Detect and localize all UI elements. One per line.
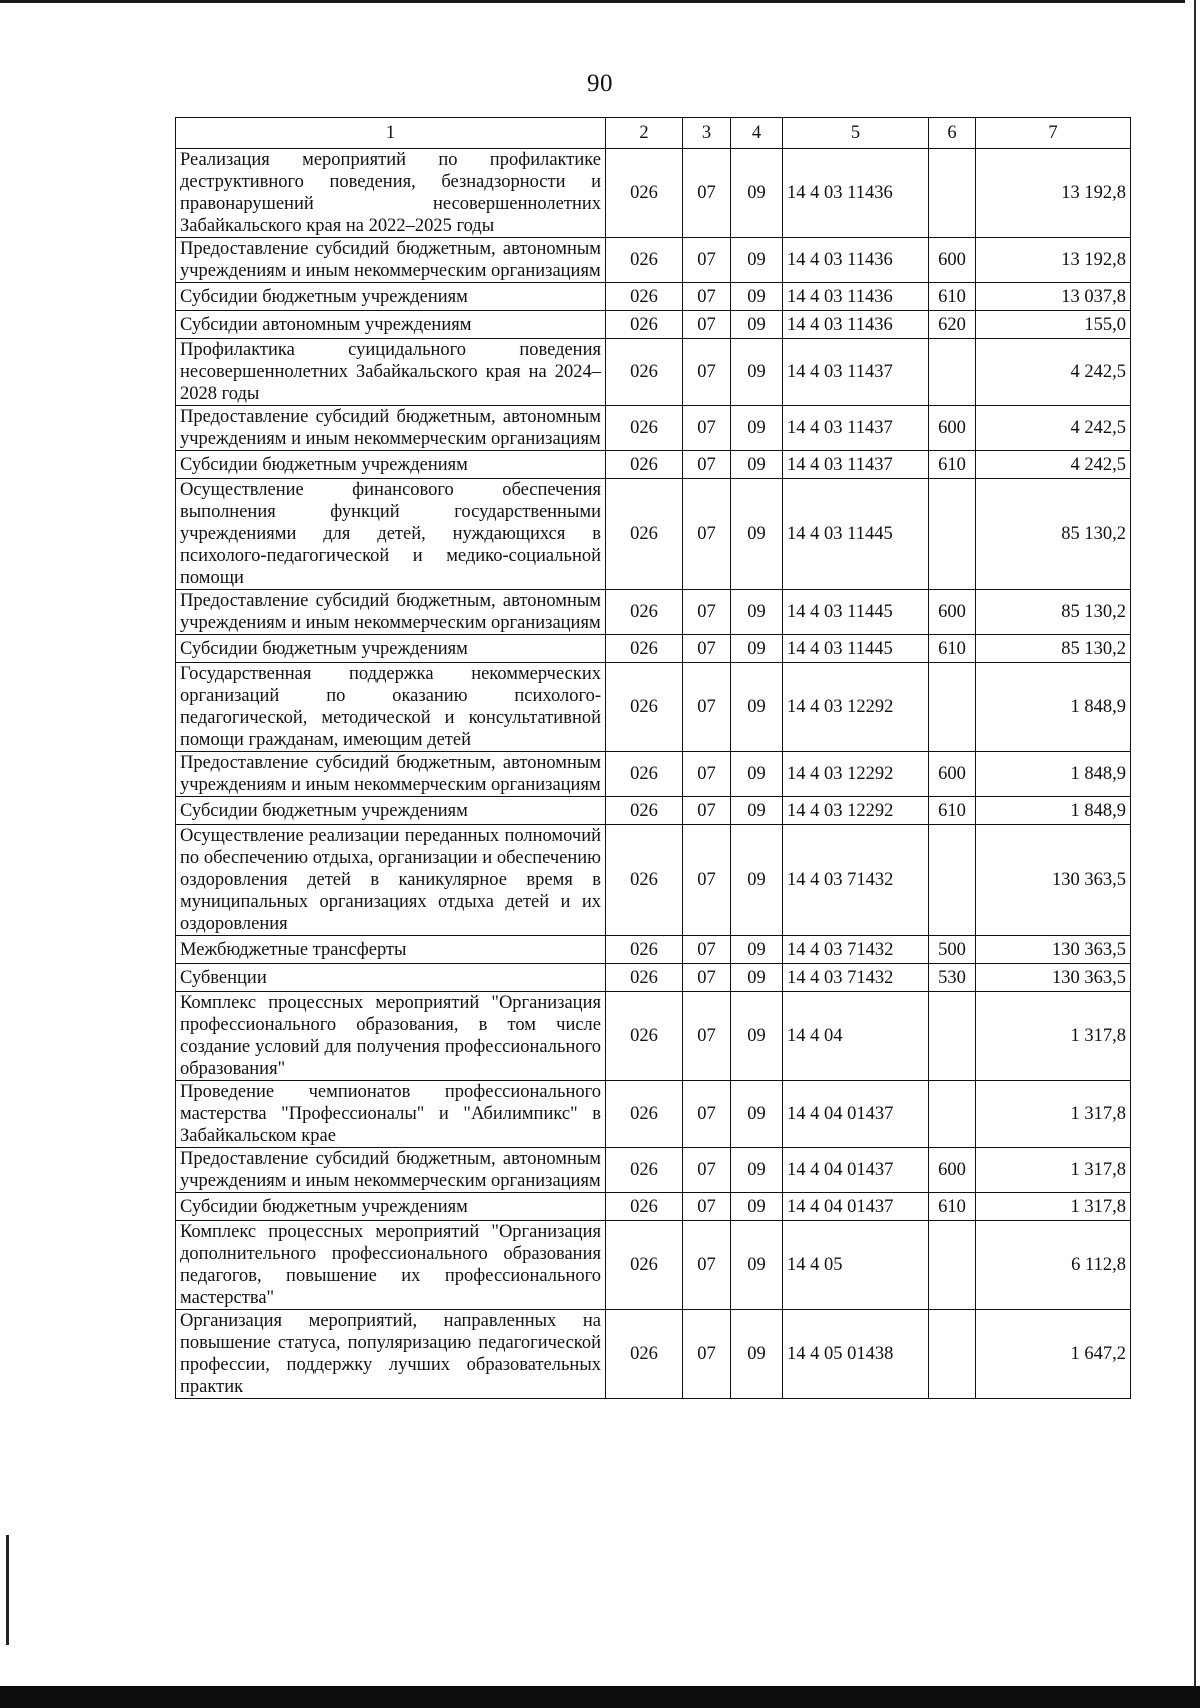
table-row <box>176 752 1131 797</box>
target-article-cell: 14 4 03 11436 <box>783 238 929 283</box>
scan-right-edge <box>1194 0 1196 1708</box>
ministry-code-cell: 026 <box>606 451 683 479</box>
target-article-cell: 14 4 03 71432 <box>783 964 929 992</box>
target-article-cell: 14 4 03 12292 <box>783 752 929 797</box>
table-header-row <box>176 118 1131 149</box>
table-row <box>176 283 1131 311</box>
section-code-cell: 07 <box>683 479 731 590</box>
ministry-code-cell: 026 <box>606 1310 683 1399</box>
row-name-cell: Государственная поддержка некоммерческих организаций по оказанию психолого-педагогической, методической и консультативной помощи гражданам, имеющим детей <box>176 663 606 752</box>
ministry-code-cell: 026 <box>606 797 683 825</box>
amount-cell: 13 037,8 <box>976 283 1131 311</box>
amount-cell: 6 112,8 <box>976 1221 1131 1310</box>
amount-cell: 4 242,5 <box>976 451 1131 479</box>
table-row <box>176 964 1131 992</box>
amount-cell: 13 192,8 <box>976 149 1131 238</box>
expense-type-cell <box>929 1081 976 1148</box>
ministry-code-cell: 026 <box>606 663 683 752</box>
row-name-cell: Субсидии бюджетным учреждениям <box>176 283 606 311</box>
ministry-code-cell: 026 <box>606 825 683 936</box>
row-name-cell: Субсидии бюджетным учреждениям <box>176 1193 606 1221</box>
expense-type-cell: 610 <box>929 451 976 479</box>
expense-type-cell <box>929 663 976 752</box>
subsection-code-cell: 09 <box>731 149 783 238</box>
table-row <box>176 311 1131 339</box>
subsection-code-cell: 09 <box>731 1310 783 1399</box>
ministry-code-cell: 026 <box>606 1221 683 1310</box>
subsection-code-cell: 09 <box>731 1148 783 1193</box>
table-row <box>176 936 1131 964</box>
ministry-code-cell: 026 <box>606 406 683 451</box>
section-code-cell: 07 <box>683 964 731 992</box>
table-row <box>176 451 1131 479</box>
table-row <box>176 406 1131 451</box>
amount-cell: 1 848,9 <box>976 752 1131 797</box>
expense-type-cell <box>929 992 976 1081</box>
section-code-cell: 07 <box>683 339 731 406</box>
ministry-code-cell: 026 <box>606 283 683 311</box>
row-name-cell: Осуществление финансового обеспечения выполнения функций государственными учреждениями для детей, нуждающихся в психолого-педагогической и медико-социальной помощи <box>176 479 606 590</box>
target-article-cell: 14 4 05 01438 <box>783 1310 929 1399</box>
ministry-code-cell: 026 <box>606 936 683 964</box>
target-article-cell: 14 4 04 01437 <box>783 1148 929 1193</box>
amount-cell: 1 647,2 <box>976 1310 1131 1399</box>
amount-cell: 13 192,8 <box>976 238 1131 283</box>
target-article-cell: 14 4 03 71432 <box>783 825 929 936</box>
section-code-cell: 07 <box>683 406 731 451</box>
subsection-code-cell: 09 <box>731 992 783 1081</box>
table-row <box>176 825 1131 936</box>
amount-cell: 85 130,2 <box>976 635 1131 663</box>
subsection-code-cell: 09 <box>731 1193 783 1221</box>
amount-cell: 85 130,2 <box>976 479 1131 590</box>
ministry-code-cell: 026 <box>606 149 683 238</box>
amount-cell: 130 363,5 <box>976 964 1131 992</box>
ministry-code-cell: 026 <box>606 479 683 590</box>
column-header: 4 <box>731 118 783 149</box>
expense-type-cell: 600 <box>929 590 976 635</box>
table-row <box>176 339 1131 406</box>
subsection-code-cell: 09 <box>731 797 783 825</box>
expense-type-cell <box>929 1221 976 1310</box>
section-code-cell: 07 <box>683 992 731 1081</box>
target-article-cell: 14 4 05 <box>783 1221 929 1310</box>
row-name-cell: Субсидии автономным учреждениям <box>176 311 606 339</box>
section-code-cell: 07 <box>683 1193 731 1221</box>
target-article-cell: 14 4 03 11445 <box>783 635 929 663</box>
target-article-cell: 14 4 04 01437 <box>783 1081 929 1148</box>
column-header: 3 <box>683 118 731 149</box>
subsection-code-cell: 09 <box>731 752 783 797</box>
target-article-cell: 14 4 03 11436 <box>783 283 929 311</box>
expense-type-cell <box>929 1310 976 1399</box>
expense-type-cell: 610 <box>929 1193 976 1221</box>
subsection-code-cell: 09 <box>731 238 783 283</box>
target-article-cell: 14 4 03 12292 <box>783 663 929 752</box>
table-row <box>176 1081 1131 1148</box>
amount-cell: 130 363,5 <box>976 825 1131 936</box>
section-code-cell: 07 <box>683 590 731 635</box>
row-name-cell: Реализация мероприятий по профилактике деструктивного поведения, безнадзорности и правонарушений несовершеннолетних Забайкальского края на 2022–2025 годы <box>176 149 606 238</box>
row-name-cell: Комплекс процессных мероприятий "Организация дополнительного профессионального образования педагогов, повышение их профессионального мастерства" <box>176 1221 606 1310</box>
table-row <box>176 663 1131 752</box>
row-name-cell: Проведение чемпионатов профессионального мастерства "Профессионалы" и "Абилимпикс" в Забайкальском крае <box>176 1081 606 1148</box>
section-code-cell: 07 <box>683 1221 731 1310</box>
amount-cell: 1 317,8 <box>976 992 1131 1081</box>
scan-left-mark <box>6 1535 9 1645</box>
table-row <box>176 1193 1131 1221</box>
ministry-code-cell: 026 <box>606 992 683 1081</box>
target-article-cell: 14 4 03 11437 <box>783 451 929 479</box>
section-code-cell: 07 <box>683 311 731 339</box>
section-code-cell: 07 <box>683 663 731 752</box>
subsection-code-cell: 09 <box>731 936 783 964</box>
expense-type-cell: 610 <box>929 797 976 825</box>
ministry-code-cell: 026 <box>606 1148 683 1193</box>
subsection-code-cell: 09 <box>731 825 783 936</box>
subsection-code-cell: 09 <box>731 479 783 590</box>
row-name-cell: Субсидии бюджетным учреждениям <box>176 797 606 825</box>
section-code-cell: 07 <box>683 936 731 964</box>
table-row <box>176 992 1131 1081</box>
column-header: 2 <box>606 118 683 149</box>
amount-cell: 4 242,5 <box>976 339 1131 406</box>
amount-cell: 1 317,8 <box>976 1193 1131 1221</box>
expense-type-cell: 610 <box>929 283 976 311</box>
expense-type-cell <box>929 825 976 936</box>
budget-table <box>175 117 1131 1399</box>
row-name-cell: Предоставление субсидий бюджетным, автономным учреждениям и иным некоммерческим организациям <box>176 406 606 451</box>
ministry-code-cell: 026 <box>606 1193 683 1221</box>
ministry-code-cell: 026 <box>606 590 683 635</box>
amount-cell: 1 317,8 <box>976 1081 1131 1148</box>
ministry-code-cell: 026 <box>606 752 683 797</box>
row-name-cell: Предоставление субсидий бюджетным, автономным учреждениям и иным некоммерческим организациям <box>176 1148 606 1193</box>
subsection-code-cell: 09 <box>731 283 783 311</box>
expense-type-cell: 610 <box>929 635 976 663</box>
column-header: 5 <box>783 118 929 149</box>
table-row <box>176 590 1131 635</box>
amount-cell: 1 317,8 <box>976 1148 1131 1193</box>
expense-type-cell: 600 <box>929 752 976 797</box>
amount-cell: 155,0 <box>976 311 1131 339</box>
row-name-cell: Осуществление реализации переданных полномочий по обеспечению отдыха, организации и обеспечению оздоровления детей в каникулярное время в муниципальных организациях отдыха детей и их оздоровления <box>176 825 606 936</box>
row-name-cell: Предоставление субсидий бюджетным, автономным учреждениям и иным некоммерческим организациям <box>176 238 606 283</box>
target-article-cell: 14 4 04 01437 <box>783 1193 929 1221</box>
expense-type-cell: 600 <box>929 1148 976 1193</box>
target-article-cell: 14 4 03 12292 <box>783 797 929 825</box>
subsection-code-cell: 09 <box>731 339 783 406</box>
section-code-cell: 07 <box>683 149 731 238</box>
section-code-cell: 07 <box>683 797 731 825</box>
row-name-cell: Профилактика суицидального поведения несовершеннолетних Забайкальского края на 2024–2028 годы <box>176 339 606 406</box>
target-article-cell: 14 4 03 11437 <box>783 406 929 451</box>
subsection-code-cell: 09 <box>731 964 783 992</box>
table-row <box>176 1148 1131 1193</box>
amount-cell: 130 363,5 <box>976 936 1131 964</box>
section-code-cell: 07 <box>683 1081 731 1148</box>
row-name-cell: Организация мероприятий, направленных на повышение статуса, популяризацию педагогической профессии, поддержку лучших образовательных практик <box>176 1310 606 1399</box>
scan-top-edge <box>0 0 1200 6</box>
amount-cell: 1 848,9 <box>976 797 1131 825</box>
column-header: 1 <box>176 118 606 149</box>
ministry-code-cell: 026 <box>606 339 683 406</box>
section-code-cell: 07 <box>683 1310 731 1399</box>
table-row <box>176 1310 1131 1399</box>
row-name-cell: Субсидии бюджетным учреждениям <box>176 635 606 663</box>
table-row <box>176 238 1131 283</box>
subsection-code-cell: 09 <box>731 451 783 479</box>
ministry-code-cell: 026 <box>606 964 683 992</box>
expense-type-cell: 530 <box>929 964 976 992</box>
table-row <box>176 479 1131 590</box>
expense-type-cell: 600 <box>929 238 976 283</box>
row-name-cell: Субвенции <box>176 964 606 992</box>
amount-cell: 85 130,2 <box>976 590 1131 635</box>
subsection-code-cell: 09 <box>731 406 783 451</box>
target-article-cell: 14 4 03 71432 <box>783 936 929 964</box>
section-code-cell: 07 <box>683 283 731 311</box>
section-code-cell: 07 <box>683 451 731 479</box>
ministry-code-cell: 026 <box>606 1081 683 1148</box>
expense-type-cell <box>929 339 976 406</box>
expense-type-cell: 500 <box>929 936 976 964</box>
column-header: 6 <box>929 118 976 149</box>
section-code-cell: 07 <box>683 1148 731 1193</box>
subsection-code-cell: 09 <box>731 635 783 663</box>
target-article-cell: 14 4 04 <box>783 992 929 1081</box>
table-row <box>176 149 1131 238</box>
target-article-cell: 14 4 03 11445 <box>783 590 929 635</box>
table-row <box>176 635 1131 663</box>
table-body <box>176 149 1131 1399</box>
subsection-code-cell: 09 <box>731 1081 783 1148</box>
section-code-cell: 07 <box>683 238 731 283</box>
amount-cell: 1 848,9 <box>976 663 1131 752</box>
expense-type-cell: 600 <box>929 406 976 451</box>
subsection-code-cell: 09 <box>731 1221 783 1310</box>
subsection-code-cell: 09 <box>731 590 783 635</box>
expense-type-cell <box>929 149 976 238</box>
subsection-code-cell: 09 <box>731 663 783 752</box>
subsection-code-cell: 09 <box>731 311 783 339</box>
expense-type-cell: 620 <box>929 311 976 339</box>
table-row <box>176 1221 1131 1310</box>
ministry-code-cell: 026 <box>606 238 683 283</box>
scan-bottom-edge <box>0 1686 1200 1708</box>
target-article-cell: 14 4 03 11437 <box>783 339 929 406</box>
section-code-cell: 07 <box>683 825 731 936</box>
table-row <box>176 797 1131 825</box>
section-code-cell: 07 <box>683 635 731 663</box>
target-article-cell: 14 4 03 11436 <box>783 311 929 339</box>
column-header: 7 <box>976 118 1131 149</box>
row-name-cell: Предоставление субсидий бюджетным, автономным учреждениям и иным некоммерческим организациям <box>176 590 606 635</box>
ministry-code-cell: 026 <box>606 311 683 339</box>
row-name-cell: Предоставление субсидий бюджетным, автономным учреждениям и иным некоммерческим организациям <box>176 752 606 797</box>
row-name-cell: Межбюджетные трансферты <box>176 936 606 964</box>
expense-type-cell <box>929 479 976 590</box>
row-name-cell: Субсидии бюджетным учреждениям <box>176 451 606 479</box>
target-article-cell: 14 4 03 11436 <box>783 149 929 238</box>
row-name-cell: Комплекс процессных мероприятий "Организация профессионального образования, в том числе создание условий для получения профессионального образования" <box>176 992 606 1081</box>
amount-cell: 4 242,5 <box>976 406 1131 451</box>
ministry-code-cell: 026 <box>606 635 683 663</box>
page-number: 90 <box>587 70 613 97</box>
target-article-cell: 14 4 03 11445 <box>783 479 929 590</box>
section-code-cell: 07 <box>683 752 731 797</box>
